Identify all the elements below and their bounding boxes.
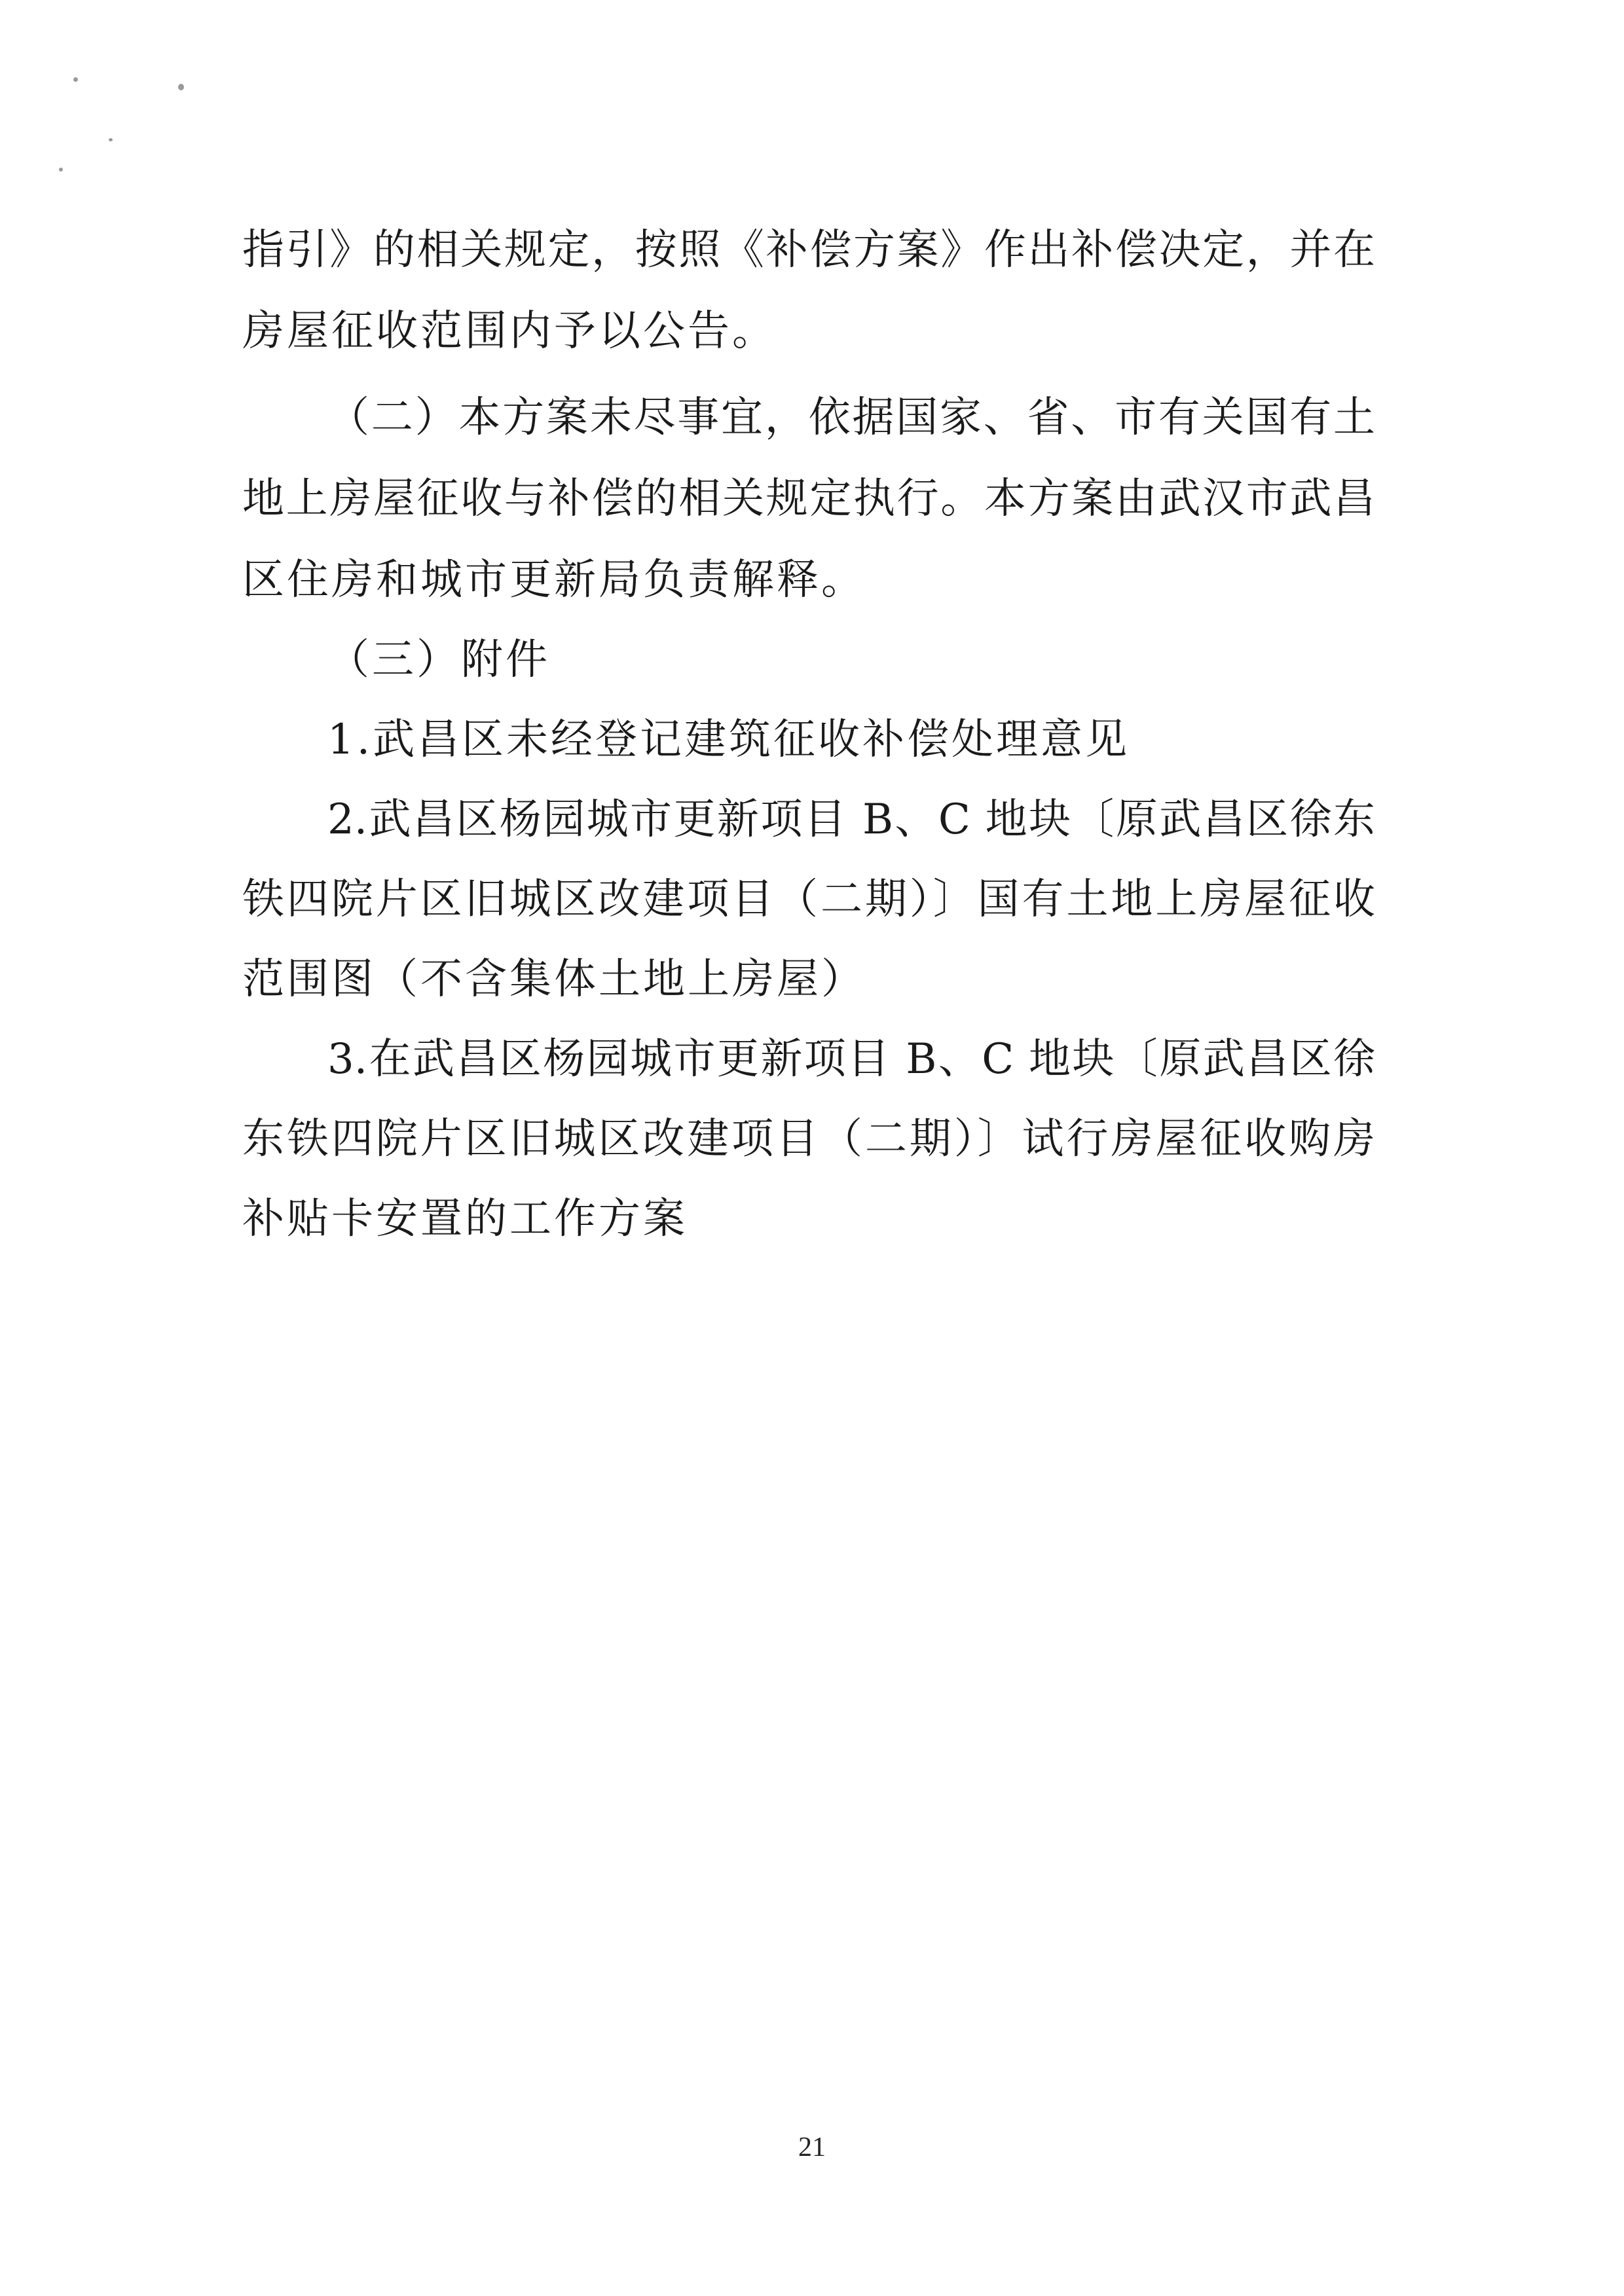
scan-speck xyxy=(73,77,78,82)
section-heading: （三）附件 xyxy=(327,636,550,684)
attachment-item: 1.武昌区未经登记建筑征收补偿处理意见 xyxy=(327,716,1130,764)
attachment-item-continued: 东铁四院片区旧城区改建项目（二期）〕试行房屋征收购房 xyxy=(242,1115,1375,1163)
attachment-item: 2.武昌区杨园城市更新项目 B、C 地块〔原武昌区徐东 xyxy=(327,795,1375,844)
attachment-item: 3.在武昌区杨园城市更新项目 B、C 地块〔原武昌区徐 xyxy=(327,1035,1375,1084)
attachment-item-continued: 补贴卡安置的工作方案 xyxy=(242,1195,688,1243)
scan-speck xyxy=(59,168,63,172)
page-number: 21 xyxy=(798,2132,826,2162)
attachment-item-continued: 铁四院片区旧城区改建项目（二期）〕国有土地上房屋征收 xyxy=(242,875,1375,924)
paragraph-line: 地上房屋征收与补偿的相关规定执行。本方案由武汉市武昌 xyxy=(242,475,1375,523)
scan-speck xyxy=(109,138,113,141)
scan-speck xyxy=(178,84,184,90)
paragraph-line: （二）本方案未尽事宜，依据国家、省、市有关国有土 xyxy=(327,393,1375,442)
paragraph-line: 指引》的相关规定，按照《补偿方案》作出补偿决定，并在 xyxy=(242,226,1375,274)
attachment-item-continued: 范围图（不含集体土地上房屋） xyxy=(242,955,866,1004)
paragraph-line: 区住房和城市更新局负责解释。 xyxy=(242,556,866,604)
paragraph-line: 房屋征收范围内予以公告。 xyxy=(242,307,777,355)
